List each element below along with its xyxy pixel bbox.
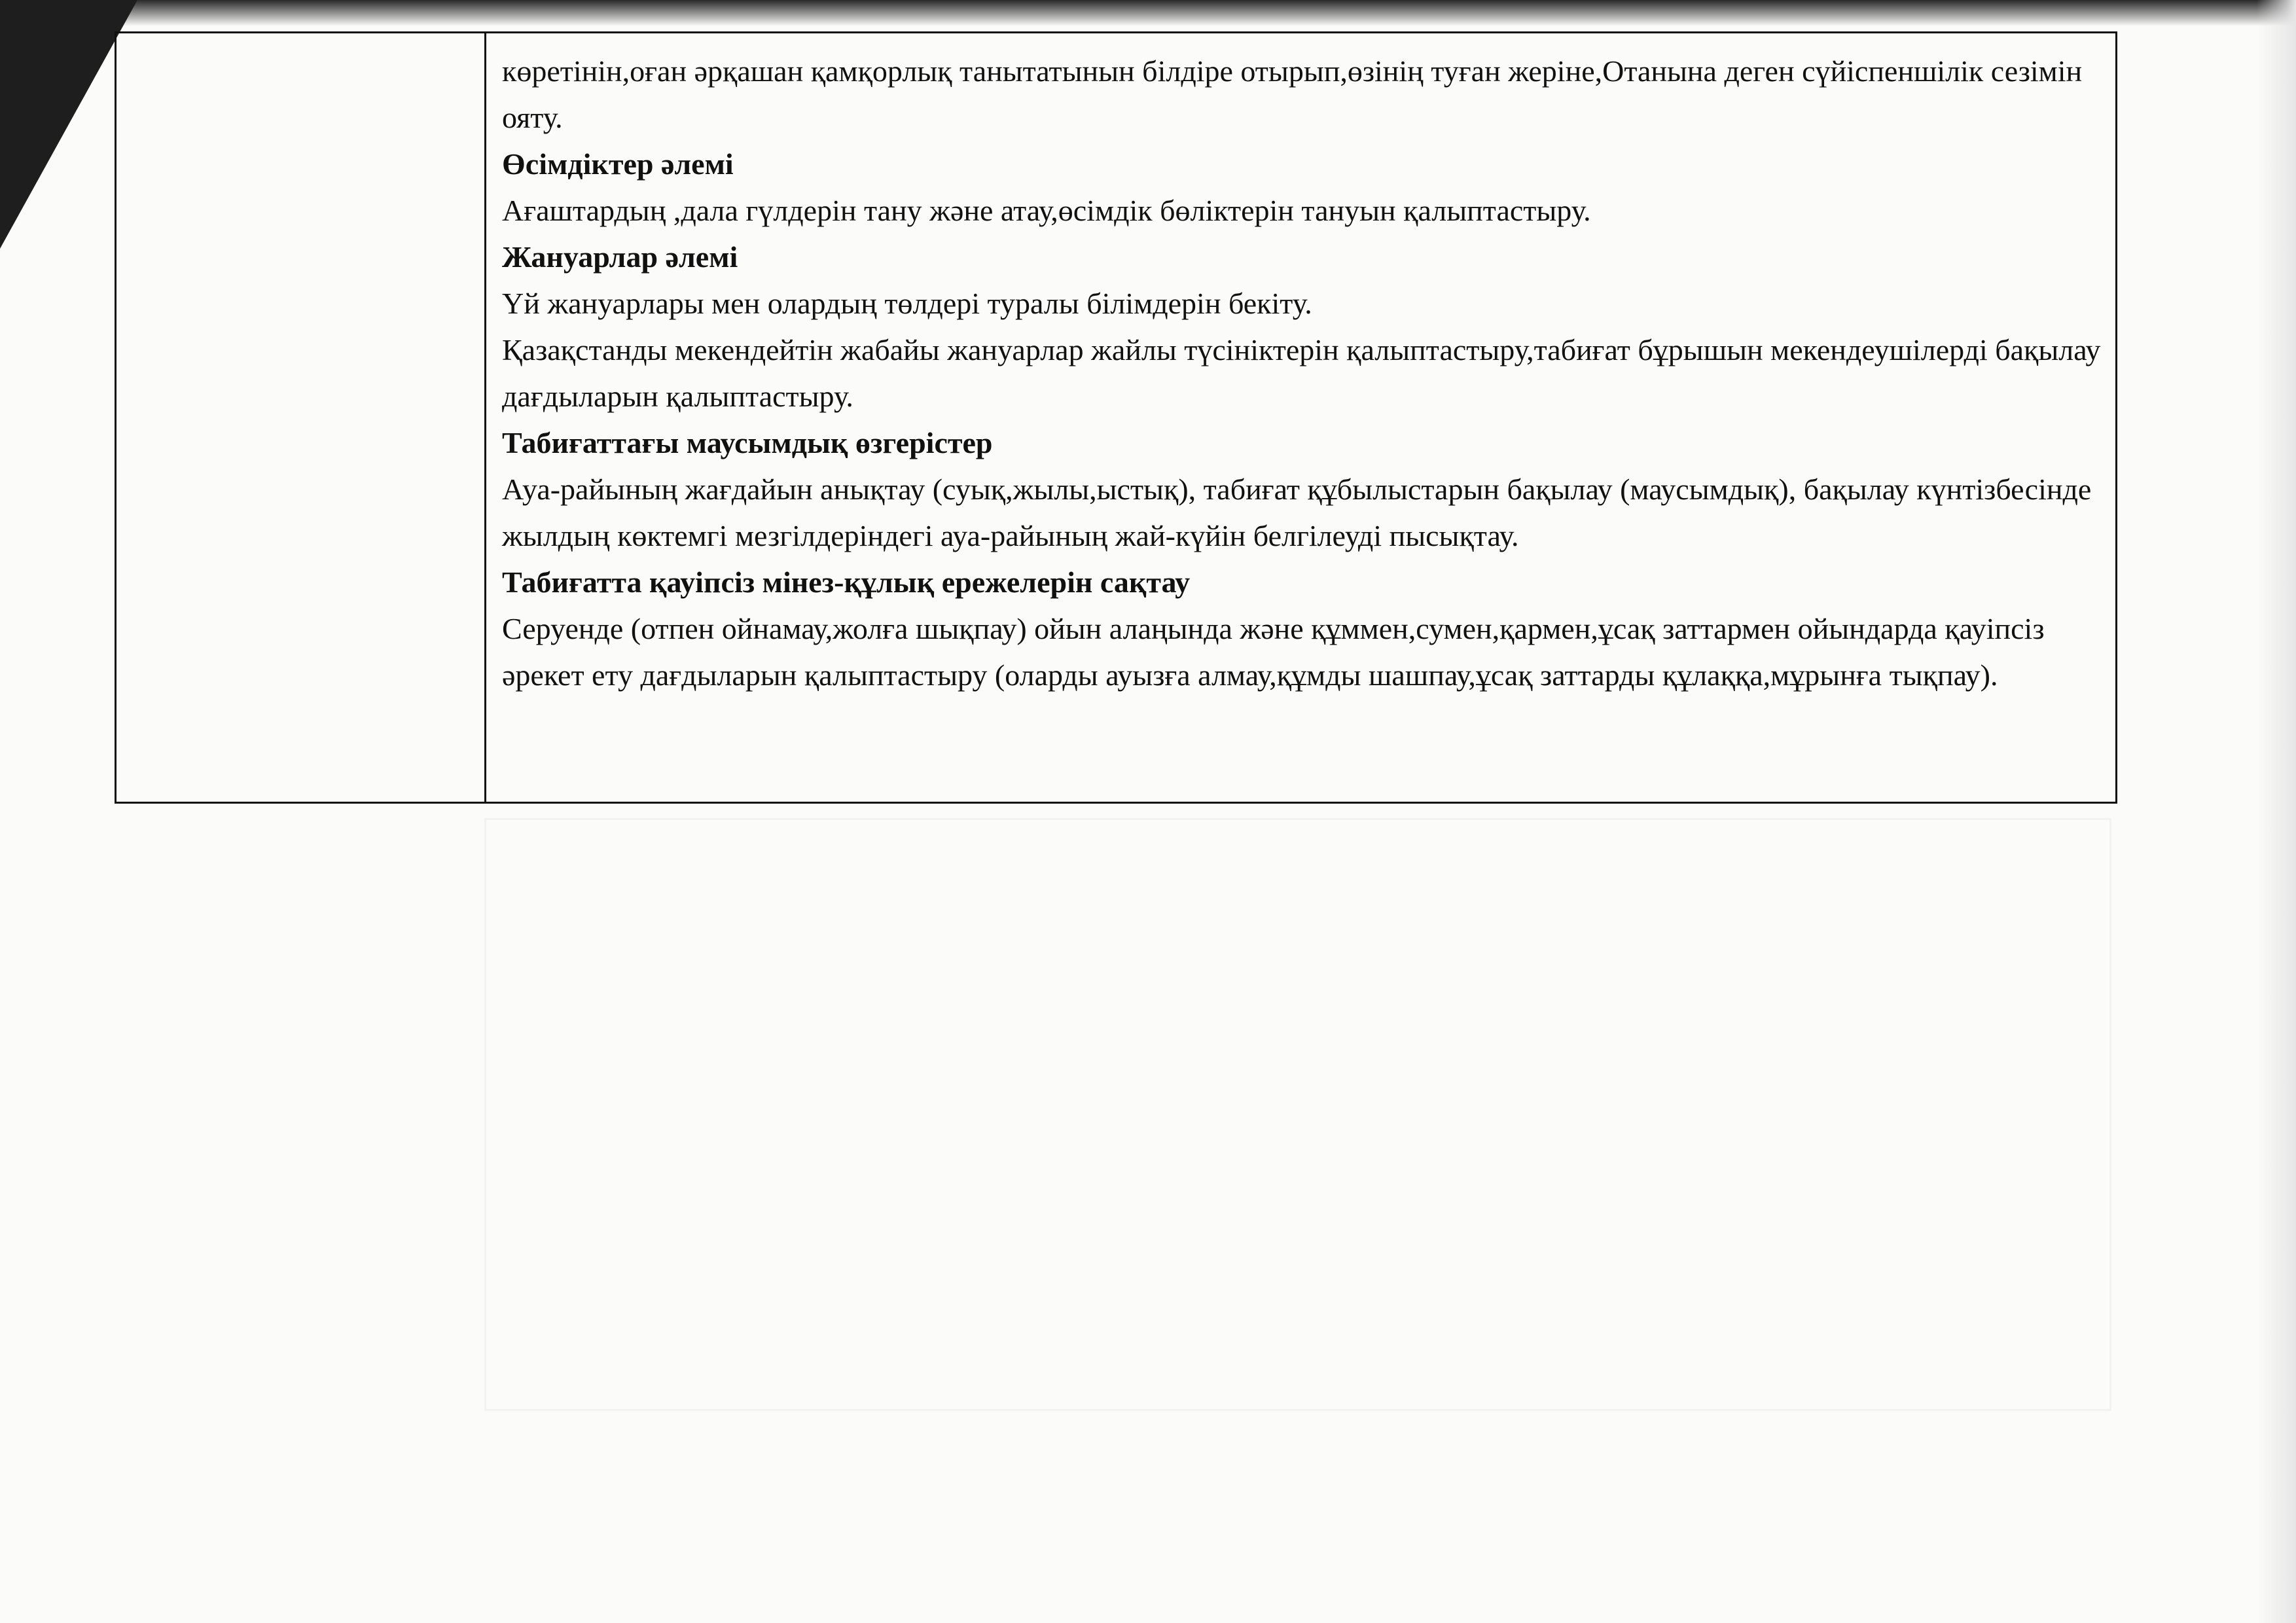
table-left-cell [117,33,486,802]
heading-safety-rules: Табиғатта қауіпсіз мінез-құлық ережелерін сақтау [502,565,1191,599]
heading-animals: Жануарлар әлемі [502,240,738,274]
bleed-through-ghost [484,818,2111,1411]
heading-plants: Өсімдіктер әлемі [502,147,734,181]
paragraph-wild-animals: Қазақстанды мекендейтін жабайы жануарлар жайлы түсініктерін қалыптастыру,табиғат бұрышын мекендеушілерді бақылау дағдыларын қалыптастыру. [502,333,2101,413]
paragraph-weather: Ауа-райының жағдайын анықтау (суық,жылы,ыстық), табиғат құбылыстарын бақылау (маусымдық), бақылау күнтізбесінде жылдың көктемгі мезгілдеріндегі ауа-райының жай-күйін белгілеуді пысықтау. [502,473,2092,552]
document-table [115,31,2117,804]
heading-seasonal-changes: Табиғаттағы маусымдық өзгерістер [502,426,993,459]
paragraph-safety: Серуенде (отпен ойнамау,жолға шықпау) ойын алаңында және құммен,сумен,қармен,ұсақ заттармен ойындарда қауіпсіз әрекет ету дағдыларын қалыптастыру (оларды ауызға алмау,құмды шашпау,ұсақ заттарды құлаққа,мұрынға тықпау). [502,612,2045,692]
scan-shadow [0,0,2296,26]
paragraph-intro: көретінін,оған әрқашан қамқорлық танытатынын білдіре отырып,өзінің туған жеріне,Отанына деген сүйіспеншілік сезімін ояту. [502,54,2083,134]
scan-edge [2257,0,2296,1623]
table-right-cell [486,33,2115,802]
paragraph-plants: Ағаштардың ,дала гүлдерін тану және атау,өсімдік бөліктерін тануын қалыптастыру. [502,194,1591,227]
paragraph-domestic-animals: Үй жануарлары мен олардың төлдері туралы білімдерін бекіту. [502,287,1312,320]
